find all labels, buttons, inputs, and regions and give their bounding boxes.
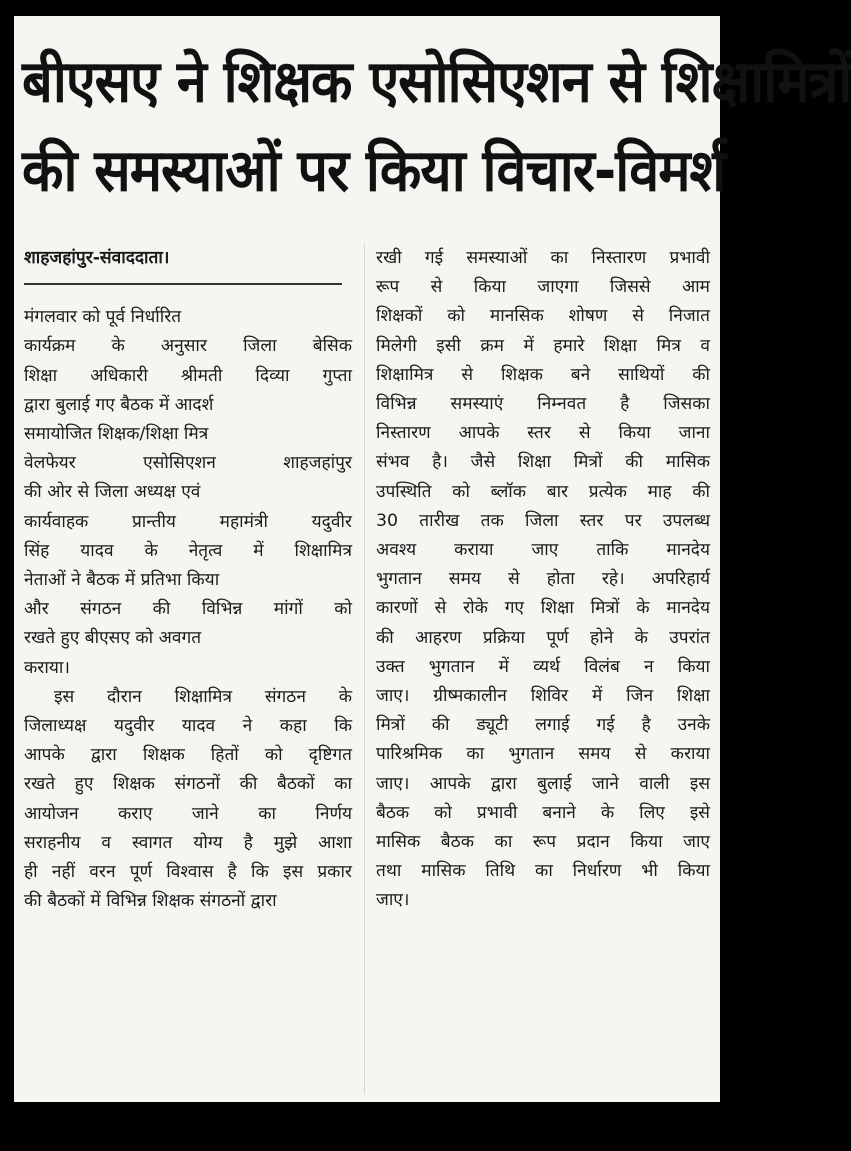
text-line: की बैठकों में विभिन्न शिक्षक संगठनों द्वारा [24, 891, 277, 912]
text-line: अवश्य कराया जाए ताकि मानदेय [376, 540, 710, 561]
text-line: कार्यवाहक प्रान्तीय महामंत्री यदुवीर [24, 511, 352, 532]
text-line: मित्रों की ड्यूटी लगाई गई है उनके [376, 715, 710, 736]
article-column-right [376, 244, 710, 916]
dateline: शाहजहांपुर-संवाददाता। [24, 248, 170, 268]
newspaper-clipping [14, 16, 851, 1102]
text-line: जिलाध्यक्ष यदुवीर यादव ने कहा कि [24, 716, 352, 737]
text-line: निस्तारण आपके स्तर से किया जाना [376, 423, 710, 444]
right-column-text [376, 244, 710, 916]
text-line: रखी गई समस्याओं का निस्तारण प्रभावी [376, 248, 710, 268]
text-line: समायोजित शिक्षक/शिक्षा मित्र [24, 424, 209, 445]
text-line: कार्यक्रम के अनुसार जिला बेसिक [24, 336, 352, 357]
dateline-rule [24, 283, 342, 285]
text-line: इस दौरान शिक्षामित्र संगठन के [54, 686, 352, 707]
text-line: शिक्षामित्र से शिक्षक बने साथियों की [376, 364, 710, 385]
text-line: रखते हुए बीएसए को अवगत [24, 628, 202, 649]
text-line: आपके द्वारा शिक्षक हितों को दृष्टिगत [24, 745, 352, 766]
headline-line-1: बीएसए ने शिक्षक एसोसिएशन से शिक्षामित्रों [22, 47, 851, 116]
text-line: आयोजन कराए जाने का निर्णय [24, 803, 352, 824]
text-line: उपस्थिति को ब्लॉक बार प्रत्येक माह की [376, 481, 710, 502]
text-line: कारणों से रोके गए शिक्षा मित्रों के मानदेय [376, 598, 710, 619]
text-line: मंगलवार को पूर्व निर्धारित [24, 307, 182, 328]
text-line: की आहरण प्रक्रिया पूर्ण होने के उपरांत [376, 627, 710, 648]
text-line: संभव है। जैसे शिक्षा मित्रों की मासिक [376, 452, 710, 473]
text-line: बैठक को प्रभावी बनाने के लिए इसे [376, 802, 710, 823]
text-line: जाए। ग्रीष्मकालीन शिविर में जिन शिक्षा [376, 686, 710, 707]
text-line: सिंह यादव के नेतृत्व में शिक्षामित्र [24, 540, 352, 561]
text-line: कराया। [24, 657, 70, 678]
text-line: तथा मासिक तिथि का निर्धारण भी किया [376, 861, 710, 882]
text-line: शिक्षकों को मानसिक शोषण से निजात [376, 306, 710, 327]
article-column-left [24, 244, 352, 916]
text-line: पारिश्रमिक का भुगतान समय से कराया [376, 744, 710, 765]
left-column-text [24, 303, 352, 916]
text-line: की ओर से जिला अध्यक्ष एवं [24, 482, 201, 503]
text-line: रखते हुए शिक्षक संगठनों की बैठकों का [24, 774, 352, 795]
text-line: वेलफेयर एसोसिएशन शाहजहांपुर [24, 453, 352, 474]
headline-line-2: की समस्याओं पर किया विचार-विमर्श [22, 136, 726, 205]
text-line: ही नहीं वरन पूर्ण विश्वास है कि इस प्रकार [24, 862, 352, 883]
text-line: नेताओं ने बैठक में प्रतिभा किया [24, 570, 220, 591]
text-line: भुगतान समय से होता रहे। अपरिहार्य [376, 569, 710, 590]
column-divider [364, 244, 365, 1094]
text-line: जाए। [376, 890, 410, 911]
text-line: मासिक बैठक का रूप प्रदान किया जाए [376, 832, 710, 853]
headline [22, 38, 851, 215]
text-line: द्वारा बुलाई गए बैठक में आदर्श [24, 394, 214, 415]
text-line: सराहनीय व स्वागत योग्य है मुझे आशा [24, 832, 352, 853]
bottom-bar [0, 1102, 720, 1151]
text-line: उक्त भुगतान में व्यर्थ विलंब न किया [376, 656, 710, 677]
text-line: 30 तारीख तक जिला स्तर पर उपलब्ध [376, 510, 710, 531]
text-line: और संगठन की विभिन्न मांगों को [24, 599, 352, 620]
text-line: जाए। आपके द्वारा बुलाई जाने वाली इस [376, 773, 710, 794]
text-line: रूप से किया जाएगा जिससे आम [376, 277, 710, 298]
top-bar [0, 0, 720, 16]
text-line: मिलेगी इसी क्रम में हमारे शिक्षा मित्र व [376, 335, 710, 356]
text-line: विभिन्न समस्याएं निम्नवत है जिसका [376, 394, 710, 415]
text-line: शिक्षा अधिकारी श्रीमती दिव्या गुप्ता [24, 365, 352, 386]
